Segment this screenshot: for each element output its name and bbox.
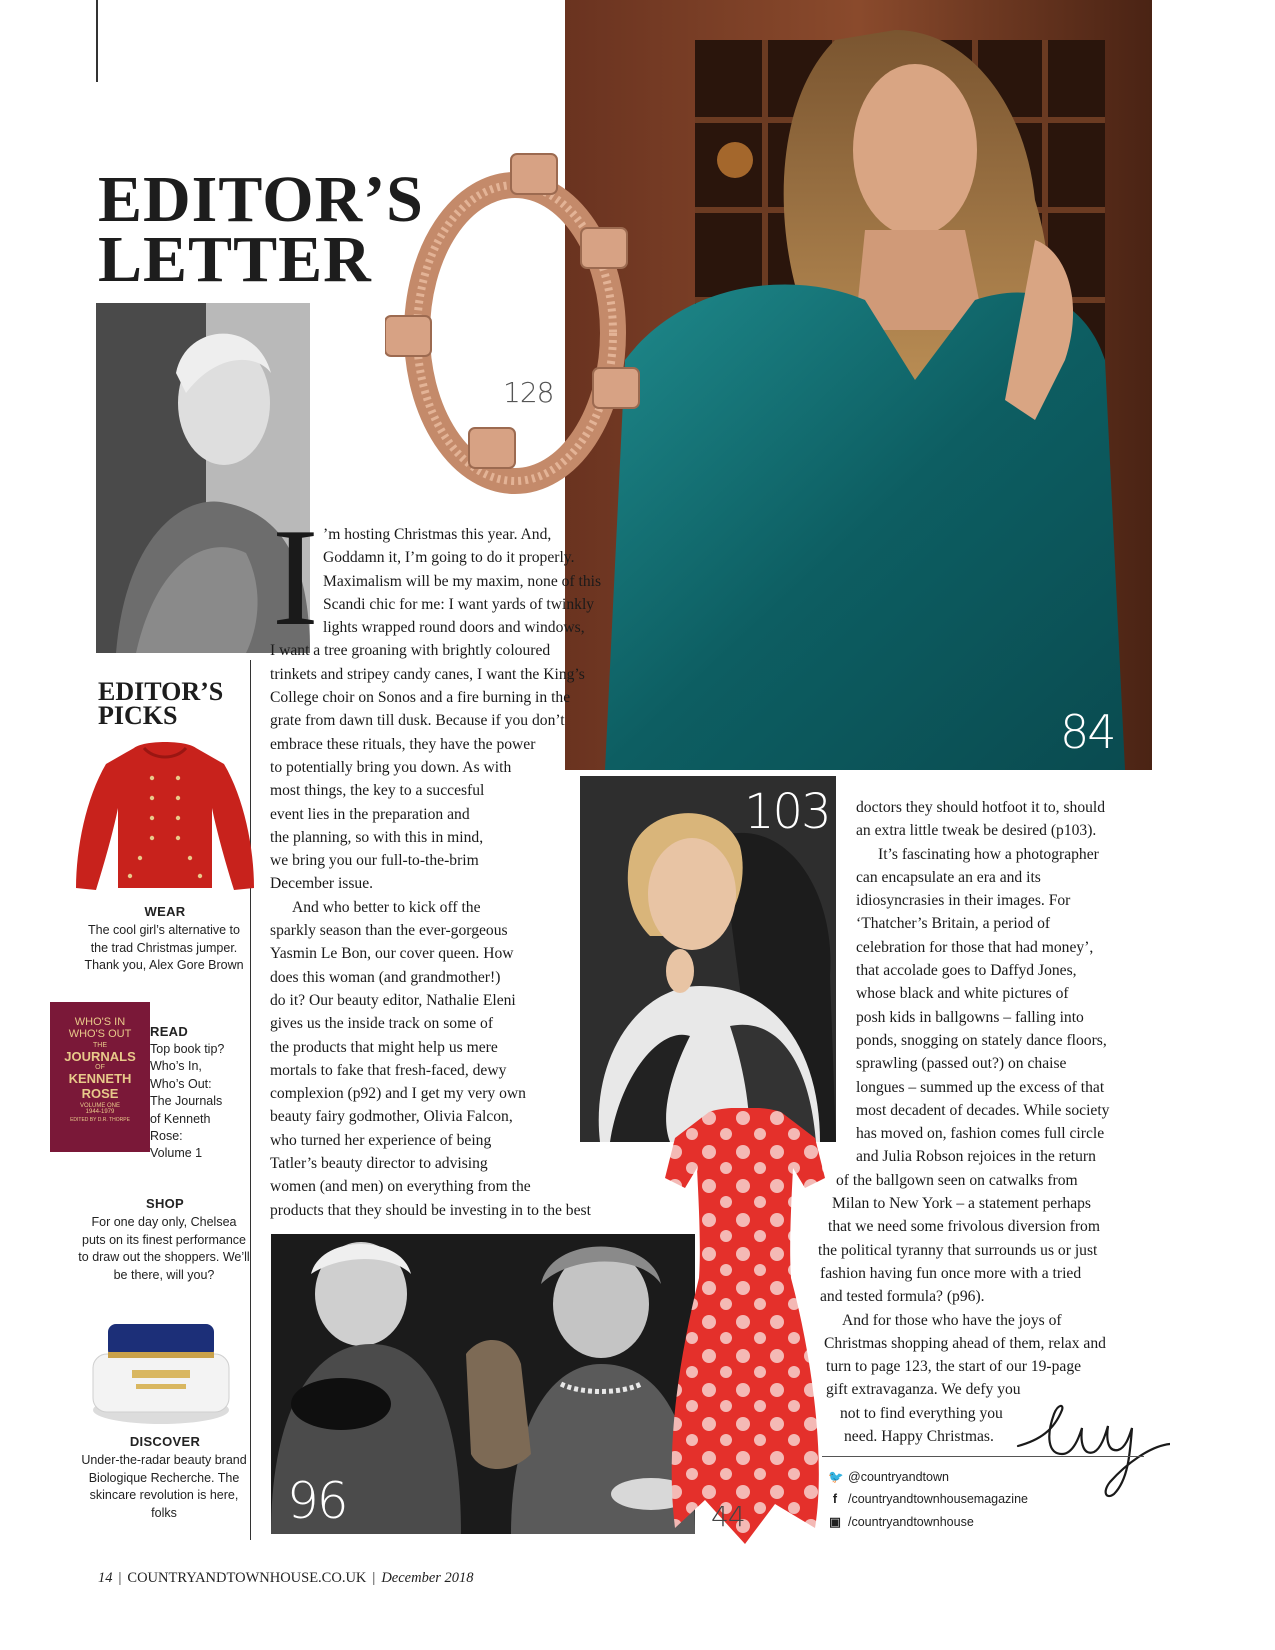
letter-line: And who better to kick off the [292,898,481,916]
letter-line: not to find everything you [840,1404,1003,1422]
letter-line: grate from dawn till dusk. Because if you don’t [270,712,565,730]
read-line: Volume 1 [150,1146,203,1161]
letter-line: most decadent of decades. While society [856,1101,1110,1119]
bracelet-art [385,148,645,508]
letter-line: Goddamn it, I’m going to do it properly. [323,549,575,567]
signature-rule [822,1456,1144,1457]
book-cover-line7: ROSE [81,1086,119,1101]
letter-line: embrace these rituals, they have the power [270,735,536,753]
letter-column-1 [270,523,601,1222]
letter-line: fashion having fun once more with a tried [820,1264,1082,1282]
letter-column-2 [818,796,1109,1448]
letter-line: College choir on Sonos and a fire burning in the [270,689,571,707]
letter-line: of the ballgown seen on catwalks from [836,1171,1078,1189]
instagram-icon: ▣ [829,1515,841,1529]
letter-line: idiosyncrasies in their images. For [856,892,1071,910]
discover-text: Under-the-radar beauty brand Biologique Recherche. The skincare revolution is here, folks [81,1453,247,1520]
book-cover-line1: WHO'S IN [74,1016,126,1028]
signature-art [1010,1394,1170,1504]
letter-line: ‘Thatcher’s Britain, a period of [856,915,1051,933]
letter-line: longues – summed up the excess of that [856,1078,1105,1096]
letter-line: Tatler’s beauty director to advising [270,1155,488,1173]
letter-line: posh kids in ballgowns – falling into [856,1008,1084,1026]
letter-line: It’s fascinating how a photographer [878,845,1099,863]
letter-line: And for those who have the joys of [842,1311,1062,1329]
book-cover-line5: OF [95,1064,105,1071]
shop-text: For one day only, Chelsea puts on its finest performance to draw out the shoppers. We’ll be there, will you? [78,1215,250,1282]
book-cover-line4: JOURNALS [64,1049,136,1064]
letter-line: women (and men) on everything from the [270,1178,531,1196]
read-text [150,1041,224,1163]
facebook-icon: f [832,1492,838,1506]
letter-line: Maximalism will be my maxim, none of this [323,572,602,590]
read-line: Who’s In, [150,1059,202,1074]
letter-line: sprawling (passed out?) on chaise [856,1055,1067,1073]
skincare-jar-art [86,1318,236,1426]
party-page-ref: 96 [287,1472,347,1530]
letter-line: do it? Our beauty editor, Nathalie Eleni [270,991,516,1009]
letter-line: I want a tree groaning with brightly coloured [270,642,551,660]
letter-line: need. Happy Christmas. [844,1428,994,1446]
red-dress-art [665,1108,825,1544]
wear-text: The cool girl’s alternative to the trad Christmas jumper. Thank you, Alex Gore Brown [84,923,244,972]
letter-line: gives us the inside track on some of [270,1015,494,1033]
footer-issue: December 2018 [381,1570,474,1586]
letter-line: the political tyranny that surrounds us or just [818,1241,1098,1259]
book-cover-line8: VOLUME ONE [79,1103,120,1109]
party-photo [271,1234,695,1534]
letter-dropcap: I [272,500,319,655]
letter-line: the products that might help us mere [270,1038,498,1056]
red-jumper-art [74,738,256,898]
letter-line: December issue. [270,875,374,893]
portrait-page-ref: 103 [744,784,830,840]
read-heading: READ [150,1024,189,1039]
book-cover-line6: KENNETH [68,1071,132,1086]
book-cover-line2: WHO'S OUT [68,1028,132,1040]
picks-title-line1: EDITOR’S [98,677,224,706]
portrait-photo [580,776,836,1142]
letter-line: and Julia Robson rejoices in the return [856,1148,1096,1166]
social-twitter-handle: @countryandtown [848,1470,949,1484]
letter-line: trinkets and stripey candy canes, I want the King’s [270,665,585,683]
letter-line: that accolade goes to Daffyd Jones, [856,962,1077,980]
top-rule [96,0,98,82]
book-cover-line10: EDITED BY D.R. THORPE [70,1117,130,1123]
letter-line: gift extravaganza. We defy you [826,1381,1021,1399]
social-facebook-handle: /countryandtownhousemagazine [848,1492,1028,1506]
letter-line: can encapsulate an era and its [856,868,1041,886]
letter-line: ’m hosting Christmas this year. And, [323,526,552,543]
letter-line: the planning, so with this in mind, [270,828,484,846]
letter-line: who turned her experience of being [270,1131,492,1149]
footer-separator: | [372,1570,376,1586]
social-instagram-handle: /countryandtownhouse [848,1515,974,1529]
letter-line: products that they should be investing in to the best [270,1201,591,1219]
picks-title [98,677,224,730]
page-footer [98,1570,474,1587]
read-line: Top book tip? [150,1042,225,1056]
shop-heading: SHOP [145,1196,185,1211]
discover-heading: DISCOVER [129,1434,201,1449]
letter-line: Milan to New York – a statement perhaps [832,1195,1091,1213]
read-line: of Kenneth [150,1111,211,1126]
footer-site: COUNTRYANDTOWNHOUSE.CO.UK [127,1570,367,1586]
letter-line: most things, the key to a succesful [270,782,485,800]
cover-photo-art [565,0,1152,770]
letter-line: has moved on, fashion comes full circle [856,1125,1105,1143]
letter-line: ponds, snogging on stately dance floors, [856,1031,1107,1049]
letter-line: Scandi chic for me: I want yards of twinkly [323,595,595,613]
letter-line: to potentially bring you down. As with [270,758,512,776]
letter-line: we bring you our full-to-the-brim [270,852,479,870]
letter-line: mortals to fake that fresh-faced, dewy [270,1061,507,1079]
dress-page-ref: 44 [711,1500,745,1533]
social-twitter[interactable] [828,1470,949,1485]
letter-line: beauty fairy godmother, Olivia Falcon, [270,1108,513,1126]
letter-line: event lies in the preparation and [270,805,470,823]
letter-line: Yasmin Le Bon, our cover queen. How [270,945,514,963]
letter-line: whose black and white pictures of [856,985,1069,1003]
read-line: Rose: [150,1129,183,1144]
letter-line: doctors they should hotfoot it to, should [856,799,1106,816]
bracelet-page-ref: 128 [503,376,554,409]
dress-image [665,1108,825,1544]
wear-heading: WEAR [144,904,186,919]
picks-title-line2: PICKS [98,701,178,730]
page-title [98,163,424,296]
letter-line: complexion (p92) and I get my very own [270,1085,526,1103]
twitter-icon: 🐦 [828,1470,844,1484]
wear-image [74,738,256,898]
letter-line: sparkly season than the ever-gorgeous [270,922,508,940]
page-title-line1: EDITOR’S [98,163,424,236]
bracelet-image [385,148,645,508]
cover-photo [565,0,1152,770]
skincare-image [86,1318,236,1426]
page-title-line2: LETTER [98,223,372,296]
cover-page-ref: 84 [1060,705,1115,759]
letter-line: Christmas shopping ahead of them, relax and [824,1334,1106,1352]
letter-line: does this woman (and grandmother!) [270,968,501,986]
read-line: Who’s Out: [150,1076,212,1091]
social-facebook[interactable] [828,1492,1028,1506]
social-instagram[interactable] [828,1514,974,1529]
letter-line: an extra little tweak be desired (p103). [856,822,1097,840]
read-line: The Journals [150,1094,223,1109]
signature [1010,1394,1170,1504]
letter-line: lights wrapped round doors and windows, [323,619,585,637]
book-cover [50,1002,150,1152]
footer-page-number: 14 [98,1570,113,1586]
letter-line: that we need some frivolous diversion from [828,1218,1100,1236]
letter-line: celebration for those that had money’, [856,938,1094,956]
letter-line: turn to page 123, the start of our 19-page [826,1358,1082,1376]
footer-separator: | [118,1570,122,1586]
book-cover-line9: 1944-1979 [85,1109,115,1115]
letter-line: and tested formula? (p96). [820,1288,985,1306]
book-cover-line3: THE [93,1042,107,1049]
